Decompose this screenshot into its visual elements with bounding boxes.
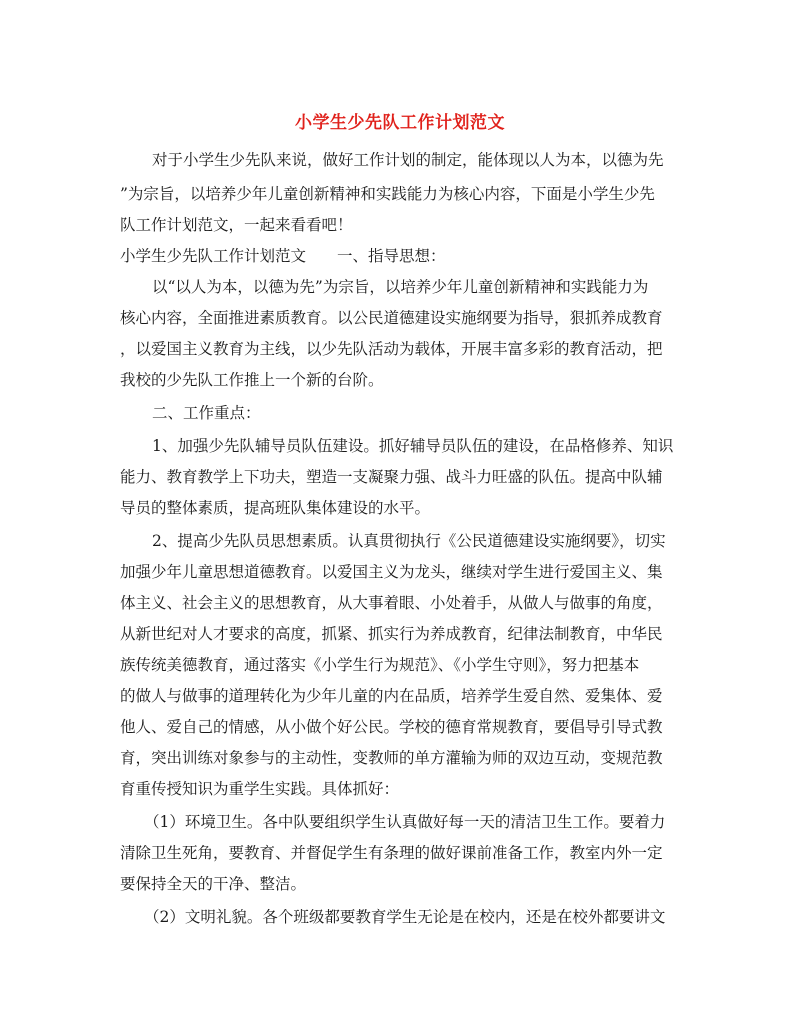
paragraph-line: 的做人与做事的道理转化为少年儿童的内在品质，培养学生爱自然、爱集体、爱 bbox=[120, 687, 663, 705]
paragraph-line: 他人、爱自己的情感，从小做个好公民。学校的德育常规教育，要倡导引导式教 bbox=[120, 718, 663, 736]
paragraph-line: 要保持全天的干净、整洁。 bbox=[120, 875, 307, 893]
paragraph-line: （1）环境卫生。各中队要组织学生认真做好每一天的清洁卫生工作。要着力 bbox=[144, 813, 666, 831]
paragraph-line: 育，突出训练对象参与的主动性，变教师的单方灌输为师的双边互动，变规范教 bbox=[120, 749, 663, 767]
section-heading-line: 二、工作重点： bbox=[152, 404, 261, 422]
paragraph-line: 核心内容，全面推进素质教育。以公民道德建设实施纲要为指导，狠抓养成教育 bbox=[120, 309, 663, 327]
paragraph-line: 族传统美德教育，通过落实《小学生行为规范》、《小学生守则》，努力把基本 bbox=[120, 656, 640, 674]
paragraph-line: 清除卫生死角，要教育、并督促学生有条理的做好课前准备工作，教室内外一定 bbox=[120, 844, 663, 862]
paragraph-line: 对于小学生少先队来说，做好工作计划的制定，能体现以人为本，以德为先 bbox=[152, 151, 664, 169]
paragraph-line: 我校的少先队工作推上一个新的台阶。 bbox=[120, 371, 384, 389]
paragraph-line: ”为宗旨，以培养少年儿童创新精神和实践能力为核心内容，下面是小学生少先 bbox=[120, 185, 655, 203]
document-title: 小学生少先队工作计划范文 bbox=[295, 113, 505, 133]
paragraph-line: （2）文明礼貌。各个班级都要教育学生无论是在校内，还是在校外都要讲文 bbox=[144, 908, 666, 926]
paragraph-line: 1、加强少先队辅导员队伍建设。抓好辅导员队伍的建设，在品格修养、知识 bbox=[152, 437, 674, 455]
paragraph-line: 体主义、社会主义的思想教育，从大事着眼、小处着手，从做人与做事的角度， bbox=[120, 594, 663, 612]
paragraph-line: 队工作计划范文，一起来看看吧！ bbox=[120, 216, 353, 234]
paragraph-line: 加强少年儿童思想道德教育。以爱国主义为龙头，继续对学生进行爱国主义、集 bbox=[120, 563, 663, 581]
paragraph-line: 以“以人为本，以德为先”为宗旨，以培养少年儿童创新精神和实践能力为 bbox=[152, 278, 649, 296]
paragraph-line: 导员的整体素质，提高班队集体建设的水平。 bbox=[120, 499, 431, 517]
paragraph-line: ，以爱国主义教育为主线，以少先队活动为载体，开展丰富多彩的教育活动，把 bbox=[120, 340, 663, 358]
paragraph-line: 2、提高少先队员思想素质。认真贯彻执行《公民道德建设实施纲要》，切实 bbox=[152, 532, 666, 550]
section-heading-line: 小学生少先队工作计划范文 一、指导思想： bbox=[120, 247, 446, 265]
paragraph-line: 从新世纪对人才要求的高度，抓紧、抓实行为养成教育，纪律法制教育，中华民 bbox=[120, 625, 663, 643]
paragraph-line: 育重传授知识为重学生实践。具体抓好： bbox=[120, 780, 400, 798]
paragraph-line: 能力、教育教学上下功夫，塑造一支凝聚力强、战斗力旺盛的队伍。提高中队辅 bbox=[120, 468, 663, 486]
